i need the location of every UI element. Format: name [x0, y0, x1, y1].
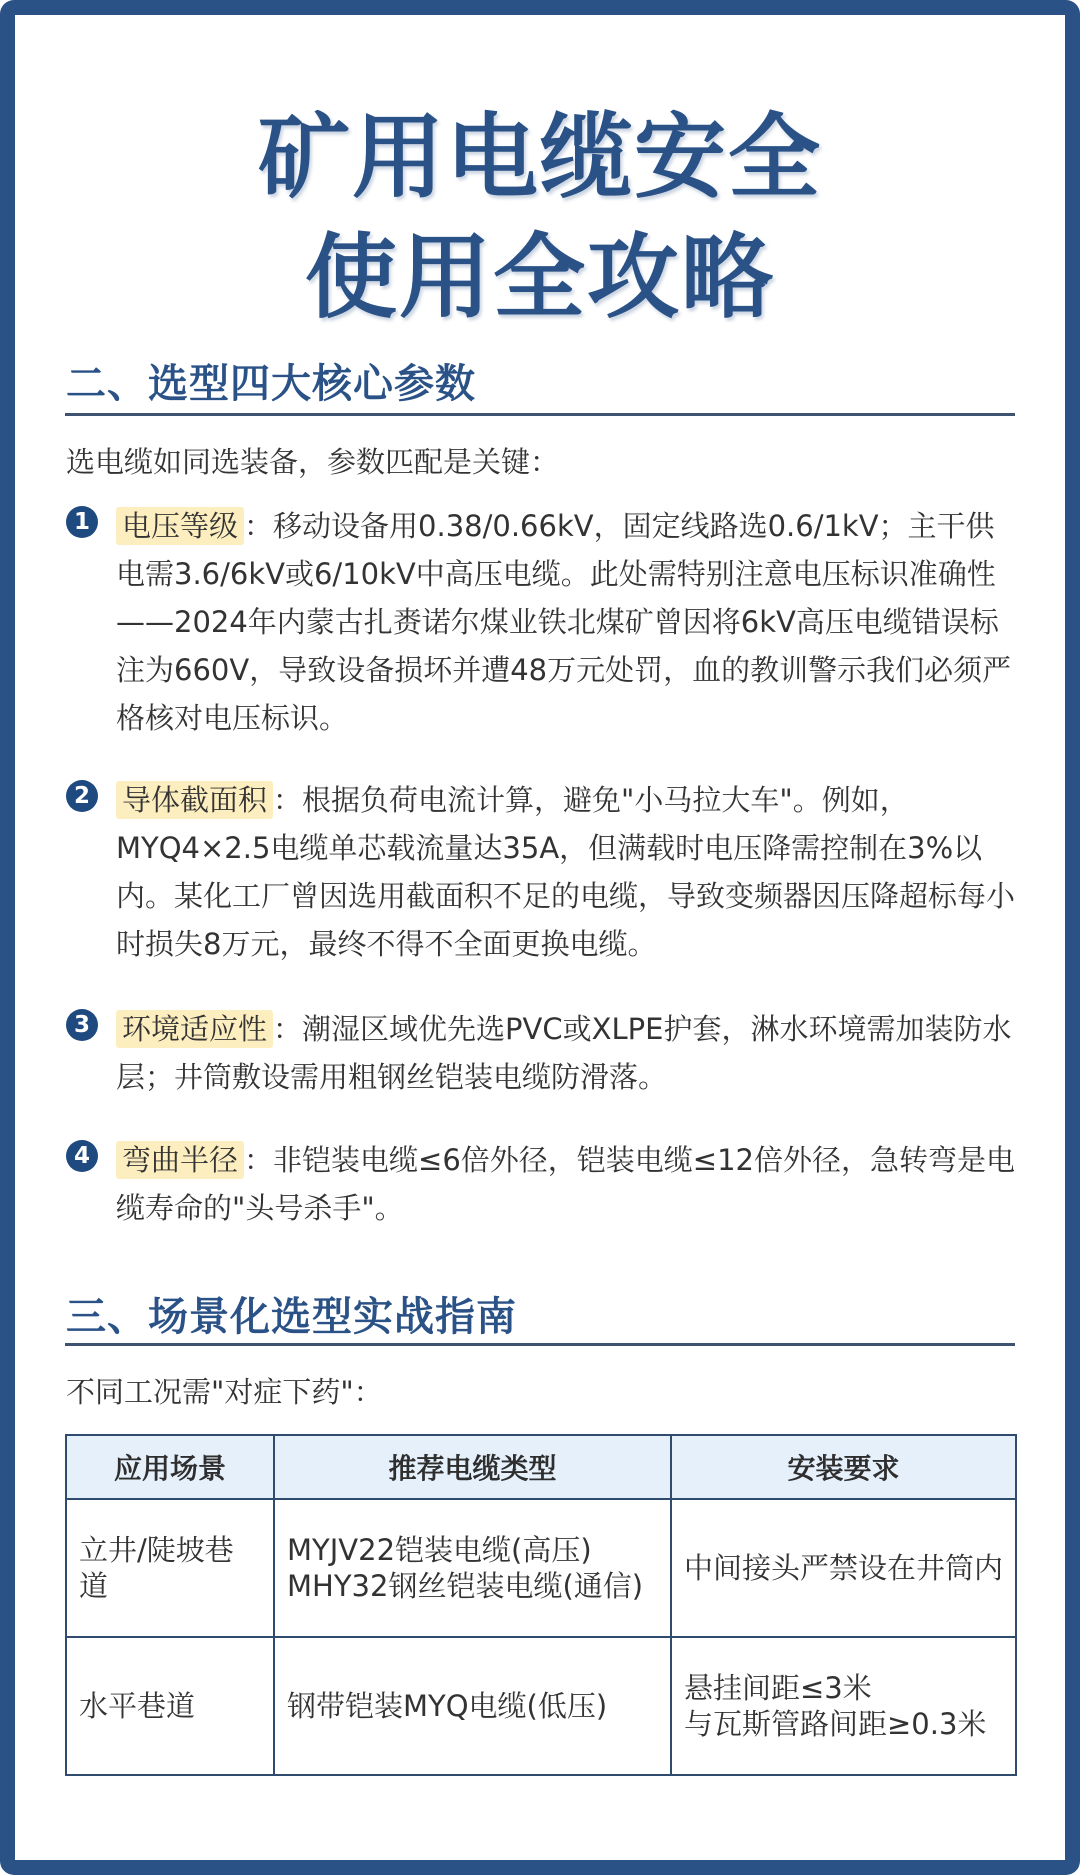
term-separator: ： [244, 509, 274, 543]
parameter-item-voltage [66, 502, 1016, 742]
column-header-install-requirements: 安装要求 [671, 1435, 1016, 1499]
highlighted-term: 弯曲半径 [116, 1141, 244, 1179]
section-heading-parameters: 二、选型四大核心参数 [66, 361, 476, 407]
parameter-description: 根据负荷电流计算，避免"小马拉大车"。例如，MYQ4×2.5电缆单芯载流量达35A，但满载时电压降需控制在3%以内。某化工厂曾因选用截面积不足的电缆，导致变频器因压降超标每小时损失8万元，最终不得不全面更换电缆。 [116, 783, 1016, 961]
circled-number-3-icon: 3 [66, 1009, 98, 1041]
parameter-item-text [116, 776, 1016, 968]
parameter-description: 移动设备用0.38/0.66kV，固定线路选0.6/1kV；主干供电需3.6/6kV或6/10kV中高压电缆。此处需特别注意电压标识准确性——2024年内蒙古扎赉诺尔煤业铁北煤矿曾因将6kV高压电缆错误标注为660V，导致设备损坏并遭48万元处罚，血的教训警示我们必须严格核对电压标识。 [116, 509, 1012, 735]
section-divider [65, 1343, 1015, 1346]
cell-scene: 水平巷道 [66, 1637, 274, 1775]
table-row [66, 1637, 1016, 1775]
cable-type-line: MYJV22铠装电缆(高压) [287, 1533, 592, 1567]
cell-install-requirements [671, 1499, 1016, 1637]
term-separator: ： [244, 1143, 274, 1177]
install-requirement-line: 悬挂间距≤3米 [684, 1671, 872, 1705]
term-separator: ： [273, 1012, 303, 1046]
circled-number-1-icon: 1 [66, 506, 98, 538]
install-requirement-line: 与瓦斯管路间距≥0.3米 [684, 1707, 987, 1741]
circled-number-2-icon: 2 [66, 780, 98, 812]
parameter-description: 非铠装电缆≤6倍外径，铠装电缆≤12倍外径，急转弯是电缆寿命的"头号杀手"。 [116, 1143, 1015, 1225]
cable-type-line: MHY32钢丝铠装电缆(通信) [287, 1569, 644, 1603]
table-row [66, 1499, 1016, 1637]
cell-cable-type [274, 1499, 671, 1637]
page-title-line-1: 矿用电缆安全 [257, 104, 822, 211]
circled-number-4-icon: 4 [66, 1140, 98, 1172]
section-heading-scenarios: 三、场景化选型实战指南 [66, 1294, 517, 1340]
parameter-description: 潮湿区域优先选PVC或XLPE护套，淋水环境需加装防水层；井筒敷设需用粗钢丝铠装电缆防滑落。 [116, 1012, 1012, 1094]
table-header-row [66, 1435, 1016, 1499]
parameter-item-bend-radius [66, 1136, 1016, 1232]
column-header-scene: 应用场景 [66, 1435, 274, 1499]
cell-scene: 立井/陡坡巷道 [66, 1499, 274, 1637]
parameter-item-environment [66, 1005, 1016, 1101]
cell-install-requirements [671, 1637, 1016, 1775]
parameter-item-text [116, 1136, 1016, 1232]
cable-type-line: 钢带铠装MYQ电缆(低压) [287, 1689, 608, 1723]
page-title-line-2: 使用全攻略 [304, 224, 775, 331]
highlighted-term: 电压等级 [116, 507, 244, 545]
parameter-item-cross-section [66, 776, 1016, 968]
scenario-table [65, 1434, 1017, 1776]
section-divider [65, 413, 1015, 416]
term-separator: ： [273, 783, 303, 817]
column-header-cable-type: 推荐电缆类型 [274, 1435, 671, 1499]
parameter-item-text [116, 1005, 1016, 1101]
parameter-item-text [116, 502, 1016, 742]
highlighted-term: 环境适应性 [116, 1010, 273, 1048]
highlighted-term: 导体截面积 [116, 781, 273, 819]
install-requirement-line: 中间接头严禁设在井筒内 [684, 1551, 1004, 1585]
cell-cable-type [274, 1637, 671, 1775]
section-intro: 选电缆如同选装备，参数匹配是关键： [66, 445, 560, 479]
section-intro: 不同工况需"对症下药"： [66, 1375, 383, 1409]
